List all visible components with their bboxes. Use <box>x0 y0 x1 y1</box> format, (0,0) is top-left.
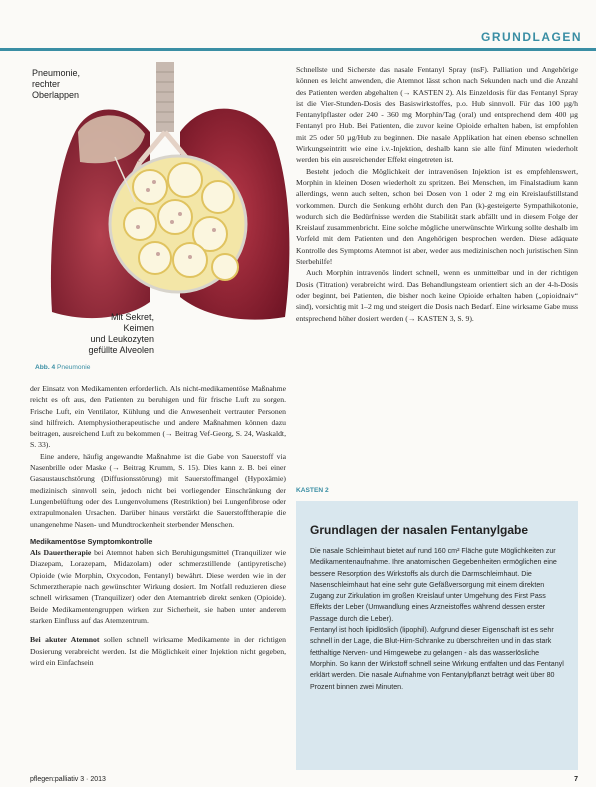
paragraph: Schnellste und Sicherste das nasale Fentanyl Spray (nsF). Palliation und Angehörige können es leicht anwenden, die Atemnot lässt schon nach Sekunden nach und die Anzahl des Patienten werden abgehalten (→ KASTEN 2). Als Einzeldosis für das Fentanyl Spray ist die Vier-Stunden-Dosis des Basiswirkstoffes, p.o. Hub sinnvoll. Für das 100 µg/h Fentanylpflaster oder 240 - 360 mg Morphin/Tag (oral) und entsprechend dem 400 µg Fentanyl pro Hub. Bei Patienten, die zuvor keine Opioide erhalten haben, ist empfohlen mit 25 oder 50 µg/Hub zu beginnen. Die nasale Applikation hat einen ebenso schnellen Wirkungseintritt wie eine i.v.-Injektion, deshalb kann sie alle fünf Minuten wiederholt werden bis ein ausreichender Effekt eingetreten ist. <box>296 65 578 165</box>
left-column <box>30 383 286 668</box>
page-number: 7 <box>574 776 578 783</box>
box-paragraph: Die nasale Schleimhaut bietet auf rund 160 cm² Fläche gute Möglichkeiten zur Medikamentenaufnahme. Ihre anatomischen Gegebenheiten ermöglichen eine bessere Resorption des Wirkstoffs als durch die Darmschleimhaut. Die Nasenschleimhaut hat eine sehr gute Gefäßversorgung mit einem direkten Zugang zur Zirkulation im großen Kreislauf unter Umgehung des First Pass Effekts der Leber (Umwandlung eines Arzneistoffes während dessen erster Passage durch die Leber). <box>310 547 557 623</box>
figure-label-line: Oberlappen <box>32 90 80 100</box>
footer-journal: pflegen:palliativ 3 · 2013 <box>30 776 106 783</box>
paragraph: Besteht jedoch die Möglichkeit der intravenösen Injektion ist es empfehlenswert, Morphin in kleinen Dosen wiederholt zu spritzen. Bei Menschen, im Finalstadium kann allerdings, wenn auch selten, schon bei Dosen von 1 oder 2 mg ein Kreislaufstillstand vorkommen. Durch die Senkung erhöht durch den Pan (k)-gesteigerte Sympathikotonie, wodurch sich die Bedürfnisse werden die Stabilität stark abfällt und in diesem Folge der Kreislauf zusammenbricht. Eine solche mögliche unerwünschte Wirkung sollte deshalb im Vorfeld mit dem Patienten und den Angehörigen besprochen werden. Diese adäquate Kontrolle des Symptoms Atemnot ist aber, weder aus medizinischen noch juristischen Sinn Sterbehilfe! <box>296 166 578 267</box>
paragraph: Eine andere, häufig angewandte Maßnahme ist die Gabe von Sauerstoff via Nasenbrille oder Maske (→ Beitrag Krumm, S. 15). Dies kann z. B. bei einer Gasaustauschstörung (Diffusionsstörung) mit Sauerstoffmangel (Hypoxämie) medizinisch sinnvoll sein, jedoch nicht bei vorliegender Einschränkung der Lungenbelüftung oder des Lungenvolumens (Restriktion) bei Lungenfibrose oder extrapulmonalen Ursachen. Darüber hinaus verstärkt die Sauerstofftherapie die unangenehme Nasen- und Mundtrockenheit sterbender Menschen. <box>30 451 286 529</box>
figure-label-line: Pneumonie, <box>32 68 81 78</box>
figure-label-pneumonia <box>32 68 80 101</box>
info-box <box>296 501 578 770</box>
paragraph: der Einsatz von Medikamenten erforderlich. Als nicht-medikamentöse Maßnahme reicht es oft aus, den Patienten zu beruhigen und für frische Luft zu sorgen. Frische Luft, ein Ventilator, Kühlung und die Anwesenheit vertrauter Personen sind hilfreich. Atemphysiotherapeutische und andere Maßnahmen können dazu beitragen, ausreichend Luft zu bekommen (→ Beitrag Vef-Georg, S. 24, Waskaldt, S. 33). <box>30 384 286 450</box>
box-label: KASTEN 2 <box>296 487 329 494</box>
box-title: Grundlagen der nasalen Fentanylgabe <box>310 523 529 537</box>
figure-caption <box>35 364 90 371</box>
figure-caption-number: Abb. 4 <box>35 364 56 371</box>
right-column <box>296 64 578 324</box>
subheading: Medikamentöse Symptomkontrolle <box>30 536 153 546</box>
header-bar <box>0 28 596 54</box>
paragraph-lead: Bei akuter Atemnot <box>30 635 100 645</box>
lung-illustration <box>30 62 293 360</box>
paragraph: Auch Morphin intravenös lindert schnell, wenn es unmittelbar und in der richtigen Dosis (Titration) verabreicht wird. Das Behandlungsteam orientiert sich an der 4-h-Dosis oder beginnt, bei Patienten, die bisher noch keine Opioide erhalten haben („opioidnaiv“ sind), vorsichtig mit 1–2 mg und steigert die Dosis nach Bedarf. Eine wirksame Gabe muss entsprechend höher dosiert werden (→ KASTEN 3, S. 9). <box>296 268 578 323</box>
paragraph: bei Atemnot haben sich Beruhigungsmittel (Tranquilizer wie Diazepam, Lorazepam, Midazolam) oder schmerzstillende (antipyretische) Opioide (wie Morphin, Oxycodon, Fentanyl) bewährt. Diese werden wie in der Schmerztherapie nach gewünschter Wirkung dosiert. Im Notfall reduzieren diese schnell wirksamen (Tranquilizer) oder den Atemantrieb direkt senken (Opioide). Beide Medikamentengruppen wirken zur Sicherheit, sie haben unter anderem starken Einfluss auf das Atemzentrum. <box>30 548 286 625</box>
figure-caption-text: Pneumonie <box>57 364 91 371</box>
paragraph-lead: Als Dauertherapie <box>30 548 92 558</box>
figure-label-line: und Leukozyten <box>90 334 154 344</box>
figure-label-alveoli <box>84 312 154 356</box>
paragraph: sollen schnell wirksame Medikamente in der richtigen Dosierung verabreicht werden. Ist die Möglichkeit einer Injektion nicht gegeben, wird ein Einfachsein <box>30 635 286 667</box>
box-paragraph: Fentanyl ist hoch lipidlöslich (lipophil). Aufgrund dieser Eigenschaft ist es sehr schnell in der Lage, die Blut-Hirn-Schranke zu überschreiten und in das stark fetthaltige Nerven- und Hirngewebe zu gelangen - als das wasserlösliche Morphin. So kann der Wirkstoff schnell seine Wirkung entfalten und das Fentanyl erklärt werden. Die nasale Aufnahme von Fentanylpflanzt beträgt weit über 80 Prozent binnen zwei Minuten. <box>310 626 564 691</box>
section-title: GRUNDLAGEN <box>481 30 582 44</box>
header-rule <box>0 48 596 51</box>
lung-svg <box>30 62 293 360</box>
figure-label-line: rechter <box>32 79 61 89</box>
figure-label-line: Mit Sekret, Keimen <box>110 312 154 333</box>
figure-label-line: gefüllte Alveolen <box>88 345 154 355</box>
box-body <box>310 546 568 693</box>
